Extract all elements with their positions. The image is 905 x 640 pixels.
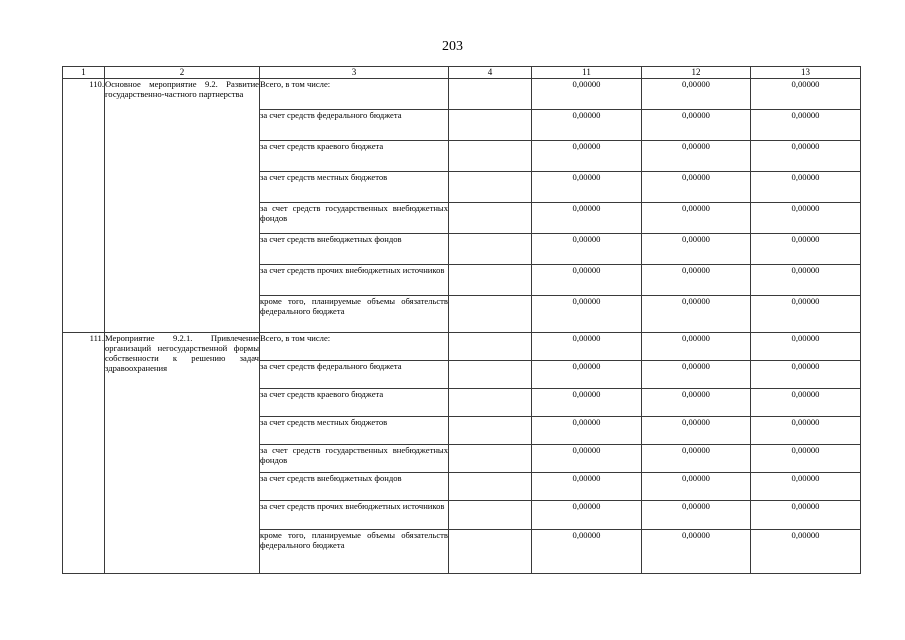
value-cell-11: 0,00000 <box>532 296 642 333</box>
funding-source-cell: Всего, в том числе: <box>260 333 449 361</box>
header-col-13: 13 <box>751 67 861 79</box>
value-cell-11: 0,00000 <box>532 501 642 530</box>
funding-source-cell: кроме того, планируемые объемы обязательств федерального бюджета <box>260 530 449 574</box>
value-cell-12: 0,00000 <box>642 234 751 265</box>
value-cell-11: 0,00000 <box>532 265 642 296</box>
value-cell-11: 0,00000 <box>532 110 642 141</box>
table-row <box>63 333 861 361</box>
value-cell-12: 0,00000 <box>642 79 751 110</box>
funding-source-cell: Всего, в том числе: <box>260 79 449 110</box>
col-4-cell <box>449 501 532 530</box>
value-cell-13: 0,00000 <box>751 234 861 265</box>
budget-table <box>62 66 861 574</box>
value-cell-13: 0,00000 <box>751 417 861 445</box>
funding-source-cell: за счет средств прочих внебюджетных источников <box>260 501 449 530</box>
value-cell-11: 0,00000 <box>532 445 642 473</box>
funding-source-cell: кроме того, планируемые объемы обязательств федерального бюджета <box>260 296 449 333</box>
table-body <box>63 79 861 574</box>
col-4-cell <box>449 203 532 234</box>
funding-source-cell: за счет средств внебюджетных фондов <box>260 234 449 265</box>
row-number-cell: 110. <box>63 79 105 333</box>
col-4-cell <box>449 445 532 473</box>
value-cell-12: 0,00000 <box>642 296 751 333</box>
value-cell-11: 0,00000 <box>532 417 642 445</box>
funding-source-cell: за счет средств краевого бюджета <box>260 141 449 172</box>
col-4-cell <box>449 473 532 501</box>
value-cell-12: 0,00000 <box>642 530 751 574</box>
value-cell-12: 0,00000 <box>642 501 751 530</box>
value-cell-13: 0,00000 <box>751 333 861 361</box>
col-4-cell <box>449 141 532 172</box>
value-cell-13: 0,00000 <box>751 530 861 574</box>
value-cell-11: 0,00000 <box>532 530 642 574</box>
activity-name-cell: Мероприятие 9.2.1. Привлечение организаций негосударственной формы собственности к решению задач здравоохранения <box>105 333 260 574</box>
value-cell-13: 0,00000 <box>751 203 861 234</box>
funding-source-cell: за счет средств местных бюджетов <box>260 172 449 203</box>
value-cell-12: 0,00000 <box>642 141 751 172</box>
activity-name-cell: Основное мероприятие 9.2. Развитие государственно-частного партнерства <box>105 79 260 333</box>
funding-source-cell: за счет средств государственных внебюджетных фондов <box>260 203 449 234</box>
value-cell-11: 0,00000 <box>532 389 642 417</box>
value-cell-11: 0,00000 <box>532 361 642 389</box>
header-col-1: 1 <box>63 67 105 79</box>
col-4-cell <box>449 417 532 445</box>
value-cell-13: 0,00000 <box>751 110 861 141</box>
value-cell-11: 0,00000 <box>532 203 642 234</box>
col-4-cell <box>449 234 532 265</box>
col-4-cell <box>449 110 532 141</box>
value-cell-12: 0,00000 <box>642 445 751 473</box>
funding-source-cell: за счет средств краевого бюджета <box>260 389 449 417</box>
col-4-cell <box>449 361 532 389</box>
value-cell-12: 0,00000 <box>642 333 751 361</box>
table-header <box>63 67 861 79</box>
value-cell-12: 0,00000 <box>642 389 751 417</box>
col-4-cell <box>449 79 532 110</box>
value-cell-13: 0,00000 <box>751 501 861 530</box>
value-cell-12: 0,00000 <box>642 172 751 203</box>
value-cell-13: 0,00000 <box>751 141 861 172</box>
col-4-cell <box>449 530 532 574</box>
value-cell-11: 0,00000 <box>532 333 642 361</box>
value-cell-12: 0,00000 <box>642 417 751 445</box>
value-cell-12: 0,00000 <box>642 203 751 234</box>
funding-source-cell: за счет средств прочих внебюджетных источников <box>260 265 449 296</box>
funding-source-cell: за счет средств государственных внебюджетных фондов <box>260 445 449 473</box>
header-col-4: 4 <box>449 67 532 79</box>
value-cell-11: 0,00000 <box>532 234 642 265</box>
col-4-cell <box>449 296 532 333</box>
value-cell-12: 0,00000 <box>642 110 751 141</box>
value-cell-13: 0,00000 <box>751 296 861 333</box>
value-cell-13: 0,00000 <box>751 473 861 501</box>
value-cell-13: 0,00000 <box>751 445 861 473</box>
col-4-cell <box>449 333 532 361</box>
row-number-cell: 111. <box>63 333 105 574</box>
value-cell-13: 0,00000 <box>751 79 861 110</box>
col-4-cell <box>449 172 532 203</box>
value-cell-12: 0,00000 <box>642 473 751 501</box>
header-row <box>63 67 861 79</box>
value-cell-12: 0,00000 <box>642 265 751 296</box>
header-col-12: 12 <box>642 67 751 79</box>
funding-source-cell: за счет средств федерального бюджета <box>260 361 449 389</box>
page-number: 203 <box>442 39 463 54</box>
header-col-11: 11 <box>532 67 642 79</box>
value-cell-11: 0,00000 <box>532 473 642 501</box>
value-cell-11: 0,00000 <box>532 141 642 172</box>
table-row <box>63 79 861 110</box>
value-cell-13: 0,00000 <box>751 389 861 417</box>
value-cell-13: 0,00000 <box>751 265 861 296</box>
header-col-2: 2 <box>105 67 260 79</box>
header-col-3: 3 <box>260 67 449 79</box>
col-4-cell <box>449 389 532 417</box>
value-cell-13: 0,00000 <box>751 361 861 389</box>
col-4-cell <box>449 265 532 296</box>
funding-source-cell: за счет средств внебюджетных фондов <box>260 473 449 501</box>
funding-source-cell: за счет средств местных бюджетов <box>260 417 449 445</box>
value-cell-11: 0,00000 <box>532 172 642 203</box>
funding-source-cell: за счет средств федерального бюджета <box>260 110 449 141</box>
value-cell-13: 0,00000 <box>751 172 861 203</box>
value-cell-12: 0,00000 <box>642 361 751 389</box>
value-cell-11: 0,00000 <box>532 79 642 110</box>
